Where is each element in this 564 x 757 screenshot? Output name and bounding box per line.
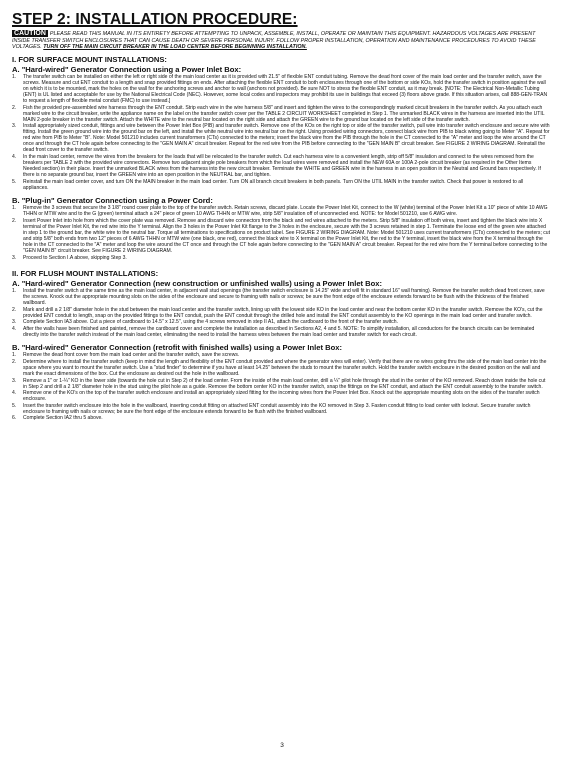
subsection-heading: A. "Hard-wired" Generator Connection using a Power Inlet Box:: [12, 64, 242, 74]
step-number: 5.: [12, 178, 17, 185]
step-item: [12, 154, 550, 178]
section-heading: II. FOR FLUSH MOUNT INSTALLATIONS:: [12, 269, 159, 279]
step-text: Remove the 3 screws that secure the 3 1/8" round cover plate to the top of the transfer switch. Retain screws, discard plate. Locate the Power Inlet Kit, connect to the W (white) terminal of the Power Inlet Kit a 10" piece of white 10 AWG THHN or MTW wire and to the G (green) terminal attach a 24" piece of green 10 AWG THHN or MTW wire, strip 5/8" insulation off of unconnected end. NOTE: for Model 501210, use 6 AWG wire.: [23, 205, 548, 218]
step-list: [12, 74, 550, 191]
step-text: Complete Section IA3 above. Cut a piece of cardboard to 14.5" x 12.5", using the 4 screws removed in step II A1, attach the cardboard to the front of the transfer switch.: [23, 319, 399, 326]
step-item: [12, 179, 550, 191]
step-number: 3.: [12, 254, 17, 261]
step-text: Remove the dead front cover from the main load center and the transfer switch, save the screws.: [23, 352, 240, 359]
step-item: [12, 307, 550, 319]
step-number: 4.: [12, 325, 17, 332]
page-title: STEP 2: INSTALLATION PROCEDURE:: [12, 11, 298, 28]
caution-emphasis: TURN OFF THE MAIN CIRCUIT BREAKER IN THE LOAD CENTER BEFORE BEGINNING INSTALLATION.: [43, 44, 307, 51]
step-number: 3.: [12, 319, 17, 326]
step-text: Install appropriately sized conduit, fittings and wire between the Power Inlet Box (PIB) and transfer switch. Remove one of the KOs on the right top or side of the transfer switch, pull wire into transfer switch enclosure and secure wire with fitting. Install the green ground wire into the ground bar on the left, and install the white neutral wire into neutral bar on the right. Using provided wiring connectors, connect black wire from PIB to black wiring going to Meter "A". Repeat for red wire from PIB to Meter "B". Note: Model 501210 includes current transformers (CTs) connected to the meters; insert the black wire from the PIB through the hole in the CT connected to the "A" meter and loop the wire around the CT once and through the CT hole again before connecting to the "GEN MAIN A" circuit breaker. Repeat for the red wire from the PIB before connecting to the "GEN MAIN B" circuit breaker. See FIGURE 2 WIRING DIAGRAM. Reinstall the dead front cover to the transfer switch.: [23, 123, 550, 154]
subsection-heading: B. "Hard-wired" Generator Connection (retrofit with finished walls) using a Power Inlet Box:: [12, 343, 342, 353]
step-number: 6.: [12, 415, 17, 422]
section-heading: I. FOR SURFACE MOUNT INSTALLATIONS:: [12, 54, 167, 64]
step-item: [12, 390, 550, 402]
step-number: 2.: [12, 217, 17, 224]
instruction-sections: [12, 55, 550, 426]
caution-badge: CAUTION: [14, 30, 46, 37]
subsection-heading: B. "Plug-in" Generator Connection using a Power Cord:: [12, 196, 213, 206]
step-text: The transfer switch can be installed on either the left or right side of the main load center as it is provided with 21.5" of flexible ENT conduit tubing. Remove the dead front cover of the main load center and the transfer switch, save the screws. Measure and cut ENT conduit to a length and snap provided fittings on ends. After attaching the flexible ENT conduit to both enclosures through one of the bottom or side KOs, hold the transfer switch in position against the wall on which it is to be mounted, mark the holes on the wall for the anchoring screws and anchor to wall (anchors not provided). Be sure NOT to stress the flexible ENT conduit, as it may break. [NOTE: The Electrical Non-Metallic Tubing (ENT) is UL listed and acceptable for use by the National Electrical Code (NEC). However, some local codes and inspectors may prohibit its use in buildings that exceed (3) floors above grade. If this situation arises, call 888-GEN-TRAN to request a length of flexible metal conduit (FMC) to use instead.]: [23, 73, 548, 104]
step-item: [12, 415, 550, 421]
subsection-heading: A. "Hard-wired" Generator Connection (new construction or unfinished walls) using a Power Inlet Box:: [12, 279, 383, 289]
step-number: 2.: [12, 359, 17, 366]
step-text: Install the transfer switch at the same time as the main load center, in adjacent wall stud openings (the transfer switch enclosure is 14.25" wide and will fit in standard 16" wall framing). Remove the transfer switch dead front cover, save the screws. Knock out the appropriate mounting slots on the sides of the enclosure and secure to framing with nails or screws; be sure the front edge of the enclosure extends forward to be flush with the thickness of the finished wallboard.: [23, 288, 545, 307]
step-number: 1.: [12, 288, 17, 295]
page-number: 3: [280, 742, 284, 749]
step-list: [12, 352, 550, 421]
step-item: [12, 403, 550, 415]
caution-text: PLEASE READ THIS MANUAL IN ITS ENTIRETY BEFORE ATTEMPTING TO UNPACK, ASSEMBLE, INSTALL, OPERATE OR MAINTAIN THIS EQUIPMENT. HAZARDOUS VOLTAGES ARE PRESENT INSIDE TRANSFER SWITCH ENCLOSURES THAT CAN CAUSE DEATH OR SEVERE PERSONAL INJURY. FOLLOW PROPER INSTALLATION, OPERATION AND MAINTENANCE PROCEDURES TO AVOID THESE VOLTAGES.: [12, 31, 536, 51]
step-number: 3.: [12, 123, 17, 130]
spacer: [12, 261, 550, 265]
step-number: 5.: [12, 402, 17, 409]
step-list: [12, 205, 550, 260]
step-number: 3.: [12, 377, 17, 384]
step-number: 1.: [12, 73, 17, 80]
step-text: Mark and drill a 2 1/8" diameter hole in the stud between the main load center and the transfer switch, lining up with the lowest side KO in the load center and near the bottom center KO in the transfer switch. Remove the KO's, cut the provided ENT conduit to length, snap on the provided fittings to the ENT conduit, push the ENT conduit through the drilled hole and install the ENT conduit assembly to the KO openings in the main load center and transfer switch.: [23, 306, 543, 319]
step-number: 4.: [12, 390, 17, 397]
step-text: Remove a 1" or 1-¼" KO in the lower side (towards the hole cut in Step 2) of the load center. From the inside of the main load center, drill a ¼" pilot hole through the stud in the center of the KO removed. Reach down inside the hole cut in Step 2 and drill a 2 1/8" diameter hole in the stud using the pilot hole as a guide. Remove the bottom center KO in the transfer switch, snap the fittings on the ENT conduit, and attach the ENT conduit assembly to the transfer switch.: [23, 377, 546, 390]
step-item: [12, 218, 550, 254]
step-number: 4.: [12, 153, 17, 160]
step-item: [12, 123, 550, 153]
step-list: [12, 288, 550, 338]
step-item: [12, 378, 550, 390]
step-item: [12, 319, 550, 325]
step-item: [12, 105, 550, 123]
step-text: Remove one of the KO's on the top of the transfer switch enclosure and install an appropriately sized fitting for the incoming wires from the Power Inlet Box. Knock out the appropriate mounting slots on the sides of the transfer switch enclosure.: [23, 390, 540, 403]
manual-page: [12, 11, 550, 426]
step-number: 1.: [12, 352, 17, 359]
step-item: [12, 359, 550, 377]
step-item: [12, 326, 550, 338]
step-item: [12, 255, 550, 261]
caution-notice: [12, 31, 550, 51]
step-number: 2.: [12, 104, 17, 111]
step-number: 1.: [12, 205, 17, 212]
step-text: Insert the transfer switch enclosure into the hole in the wallboard, inserting conduit fitting on attached ENT conduit assembly into the KO removed in Step 3. Fasten conduit fitting to load center with locknut. Secure transfer switch enclosure to framing with nails or screws; be sure the front edge of the enclosure extends forward to be flush with the finished wallboard.: [23, 402, 531, 415]
step-text: Proceed to Section I.A above, skipping Step 3.: [23, 254, 127, 261]
step-text: Reinstall the main load center cover, and turn ON the MAIN breaker in the main load center. Turn ON all branch circuit breakers in both panels. Turn ON the UTIL MAIN in the transfer switch. Check that power is restored to all appliances.: [23, 178, 524, 191]
spacer: [12, 422, 550, 426]
step-number: 2.: [12, 306, 17, 313]
step-text: Complete Section IA2 thru 5 above.: [23, 415, 103, 422]
step-item: [12, 352, 550, 358]
step-item: [12, 74, 550, 104]
step-text: Insert Power Inlet into hole from which the cover plate was removed. Remove and discard wire connectors from the black and red wires attached to the meters. Strip 5/8" insulation off both wires, insert and tighten the black wire into X terminal of the Power Inlet Kit, the red wire into the Y terminal. Align the 3 holes in the Power Inlet Kit flange to the 3 holes in the enclosure, secure with the 3 screws retained in step 1. Terminate the loose end of the green wire attached in step 1 to the ground bar, the white wire to the neutral bar. Torque all terminations to specifications on product label. See FIGURE 2 WIRING DIAGRAM. Note: Model 501210 uses current transformers (CTs) connected to the meters; cut and strip 5/8" both ends from two 12" pieces of 6 AWG THHN or MTW wire (one black, one red), connect the black wire to X terminal on the Power Inlet Kit, the red to the Y terminal, insert the black wire from the X terminal through the hole in the CT connected to the "A" meter and loop the wire around the CT once and through the CT hole again before connecting to the "GEN MAIN A" circuit breaker. Repeat for the red wire from the Y terminal before connecting to the "GEN MAIN B" circuit breaker. See FIGURE 2 WIRING DIAGRAM.: [23, 217, 550, 254]
step-text: Fish the provided pre-assembled wire harness through the ENT conduit. Strip each wire in the wire harness 5/8" and insert and tighten the wires to the correspondingly marked circuit breakers in the transfer switch. As you attach each marked wire to the circuit breaker, write the appliance name on the label on the transfer switch cover per the TABLE 2 CIRCUIT WORKSHEET completed in Step 1. The unmarked BLACK wires in the harness are inserted into the UTIL MAIN 2-pole breaker in the transfer switch. Attach the WHITE wire to the neutral bar located on the right side and attach the GREEN wire to the ground bar located on the left side of the transfer switch.: [23, 104, 545, 123]
spacer: [12, 338, 550, 342]
spacer: [12, 191, 550, 195]
step-item: [12, 288, 550, 306]
step-text: After the walls have been finished and painted, remove the cardboard cover and complete the installation as described in Sections A2, 4 and 5. NOTE: To simplify installation, all conductors for the branch circuits can be terminated directly into the transfer switch instead of the main load center, eliminating the need to install the harness wires between the main load center and transfer switch for each circuit.: [23, 325, 535, 338]
step-text: In the main load center, remove the wires from the breakers for the loads that will be relocated to the transfer switch. Cut each harness wire to a convenient length, strip off 5/8" insulation and connect to the wires removed from the breakers per TABLE 2 with the provided wire connectors. Remove two adjacent single pole breakers from which the load wires were removed and install the NEW 60A or 100A 2-pole circuit breaker (as required in the Other Items Needed section) in their place. Insert the unmarked BLACK wires from the harness into the new circuit breaker. Terminate the WHITE and GREEN wire in the harness in an open position in the Neutral and Ground bars respectively. If there is no separate ground bar, insert the GREEN wire into an open position in the NEUTRAL bar, and tighten.: [23, 153, 541, 179]
step-text: Determine where to install the transfer switch (keep in mind the length and flexibility of the ENT conduit provided and where the generator wires will enter). Verify that there are no wires going thru the side of the main load center into the space where you want to mount the transfer switch. Use a "stud finder" to determine if you have at least 14.25" between the studs to mount the transfer switch. Hold the transfer switch enclosure in the desired position on the wall and mark the exact dimensions of the box. Cut the enclosure as desired out the hole in the wallboard.: [23, 359, 547, 378]
step-item: [12, 205, 550, 217]
